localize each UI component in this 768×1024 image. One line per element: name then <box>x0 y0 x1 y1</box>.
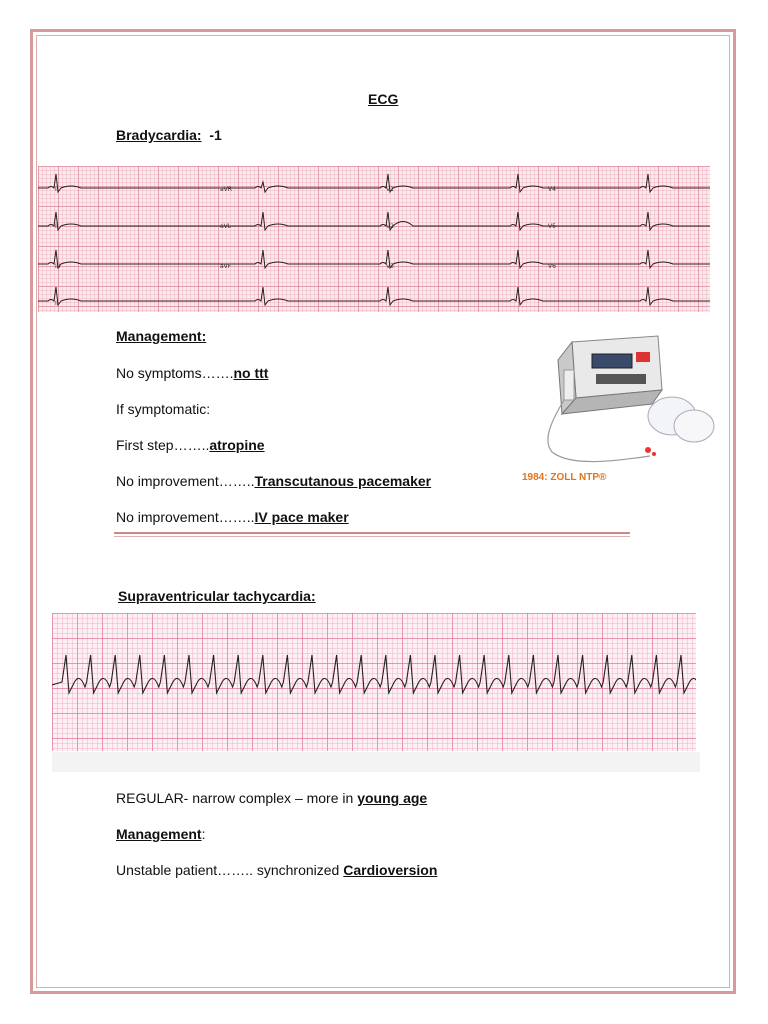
ecg-lead-label: aVL <box>220 223 232 230</box>
management-line <box>116 509 349 526</box>
ecg-lead-label: V5 <box>548 223 556 230</box>
ecg-trace-line <box>38 250 710 268</box>
ecg-lead-label: aVF <box>220 263 232 270</box>
ecg-trace-line <box>38 212 710 230</box>
pacemaker-device-icon <box>512 330 718 490</box>
ecg-lead-label: II <box>55 300 59 307</box>
management-line <box>116 365 268 382</box>
ecg-lead-label: V2 <box>386 223 394 230</box>
management-2-heading-line <box>116 826 205 843</box>
ecg-trace-line <box>38 287 710 305</box>
management-line-emphasis: atropine <box>209 437 265 453</box>
ecg-lead-label: II <box>55 223 59 230</box>
management-line-emphasis: IV pace maker <box>254 509 349 525</box>
management-line <box>116 437 265 454</box>
svt-description-emphasis: young age <box>357 790 428 806</box>
ecg-lead-label: V4 <box>548 186 556 193</box>
ecg-lead-label: V6 <box>548 263 556 270</box>
management-line-text: No improvement…….. <box>116 509 255 525</box>
bradycardia-number: -1 <box>209 127 222 143</box>
bradycardia-heading: Bradycardia: <box>116 127 202 143</box>
svt-description-text: REGULAR- narrow complex – more in <box>116 790 358 806</box>
ecg-lead-label: I <box>55 186 57 193</box>
svt-heading: Supraventricular tachycardia: <box>118 588 316 604</box>
management-2-line-emphasis: Cardioversion <box>343 862 438 878</box>
ecg-lead-label: aVR <box>220 186 232 193</box>
svt-description <box>116 790 427 807</box>
management-line-text: No symptoms……. <box>116 365 234 381</box>
ecg-source-caption <box>52 752 700 772</box>
bradycardia-heading-line <box>116 127 222 144</box>
device-caption: 1984: ZOLL NTP® <box>522 472 607 483</box>
management-line <box>116 473 431 490</box>
ecg-trace-line <box>52 655 696 693</box>
ecg-lead-label: V3 <box>386 263 394 270</box>
bradycardia-ecg-trace <box>38 166 710 312</box>
management-heading: Management: <box>116 328 207 344</box>
management-line-emphasis: no ttt <box>233 365 269 381</box>
page-title: ECG <box>368 91 399 107</box>
management-2-heading-colon: : <box>201 826 206 842</box>
management-line-text: First step…….. <box>116 437 210 453</box>
management-line <box>116 401 210 418</box>
management-2-line-text: Unstable patient…….. synchronized <box>116 862 344 878</box>
ecg-lead-label: V1 <box>386 186 394 193</box>
pacemaker-device-image <box>512 330 718 490</box>
management-2-heading: Management <box>116 826 202 842</box>
ecg-trace-line <box>38 174 710 192</box>
management-2-line <box>116 862 437 879</box>
management-line-emphasis: Transcutanous pacemaker <box>254 473 432 489</box>
svt-ecg-strip <box>52 613 696 751</box>
bradycardia-ecg-strip <box>38 166 710 312</box>
section-divider <box>114 532 630 537</box>
management-line-text: No improvement…….. <box>116 473 255 489</box>
svt-ecg-trace <box>52 613 696 751</box>
management-line-text: If symptomatic: <box>116 401 211 417</box>
ecg-lead-label: III <box>55 263 61 270</box>
